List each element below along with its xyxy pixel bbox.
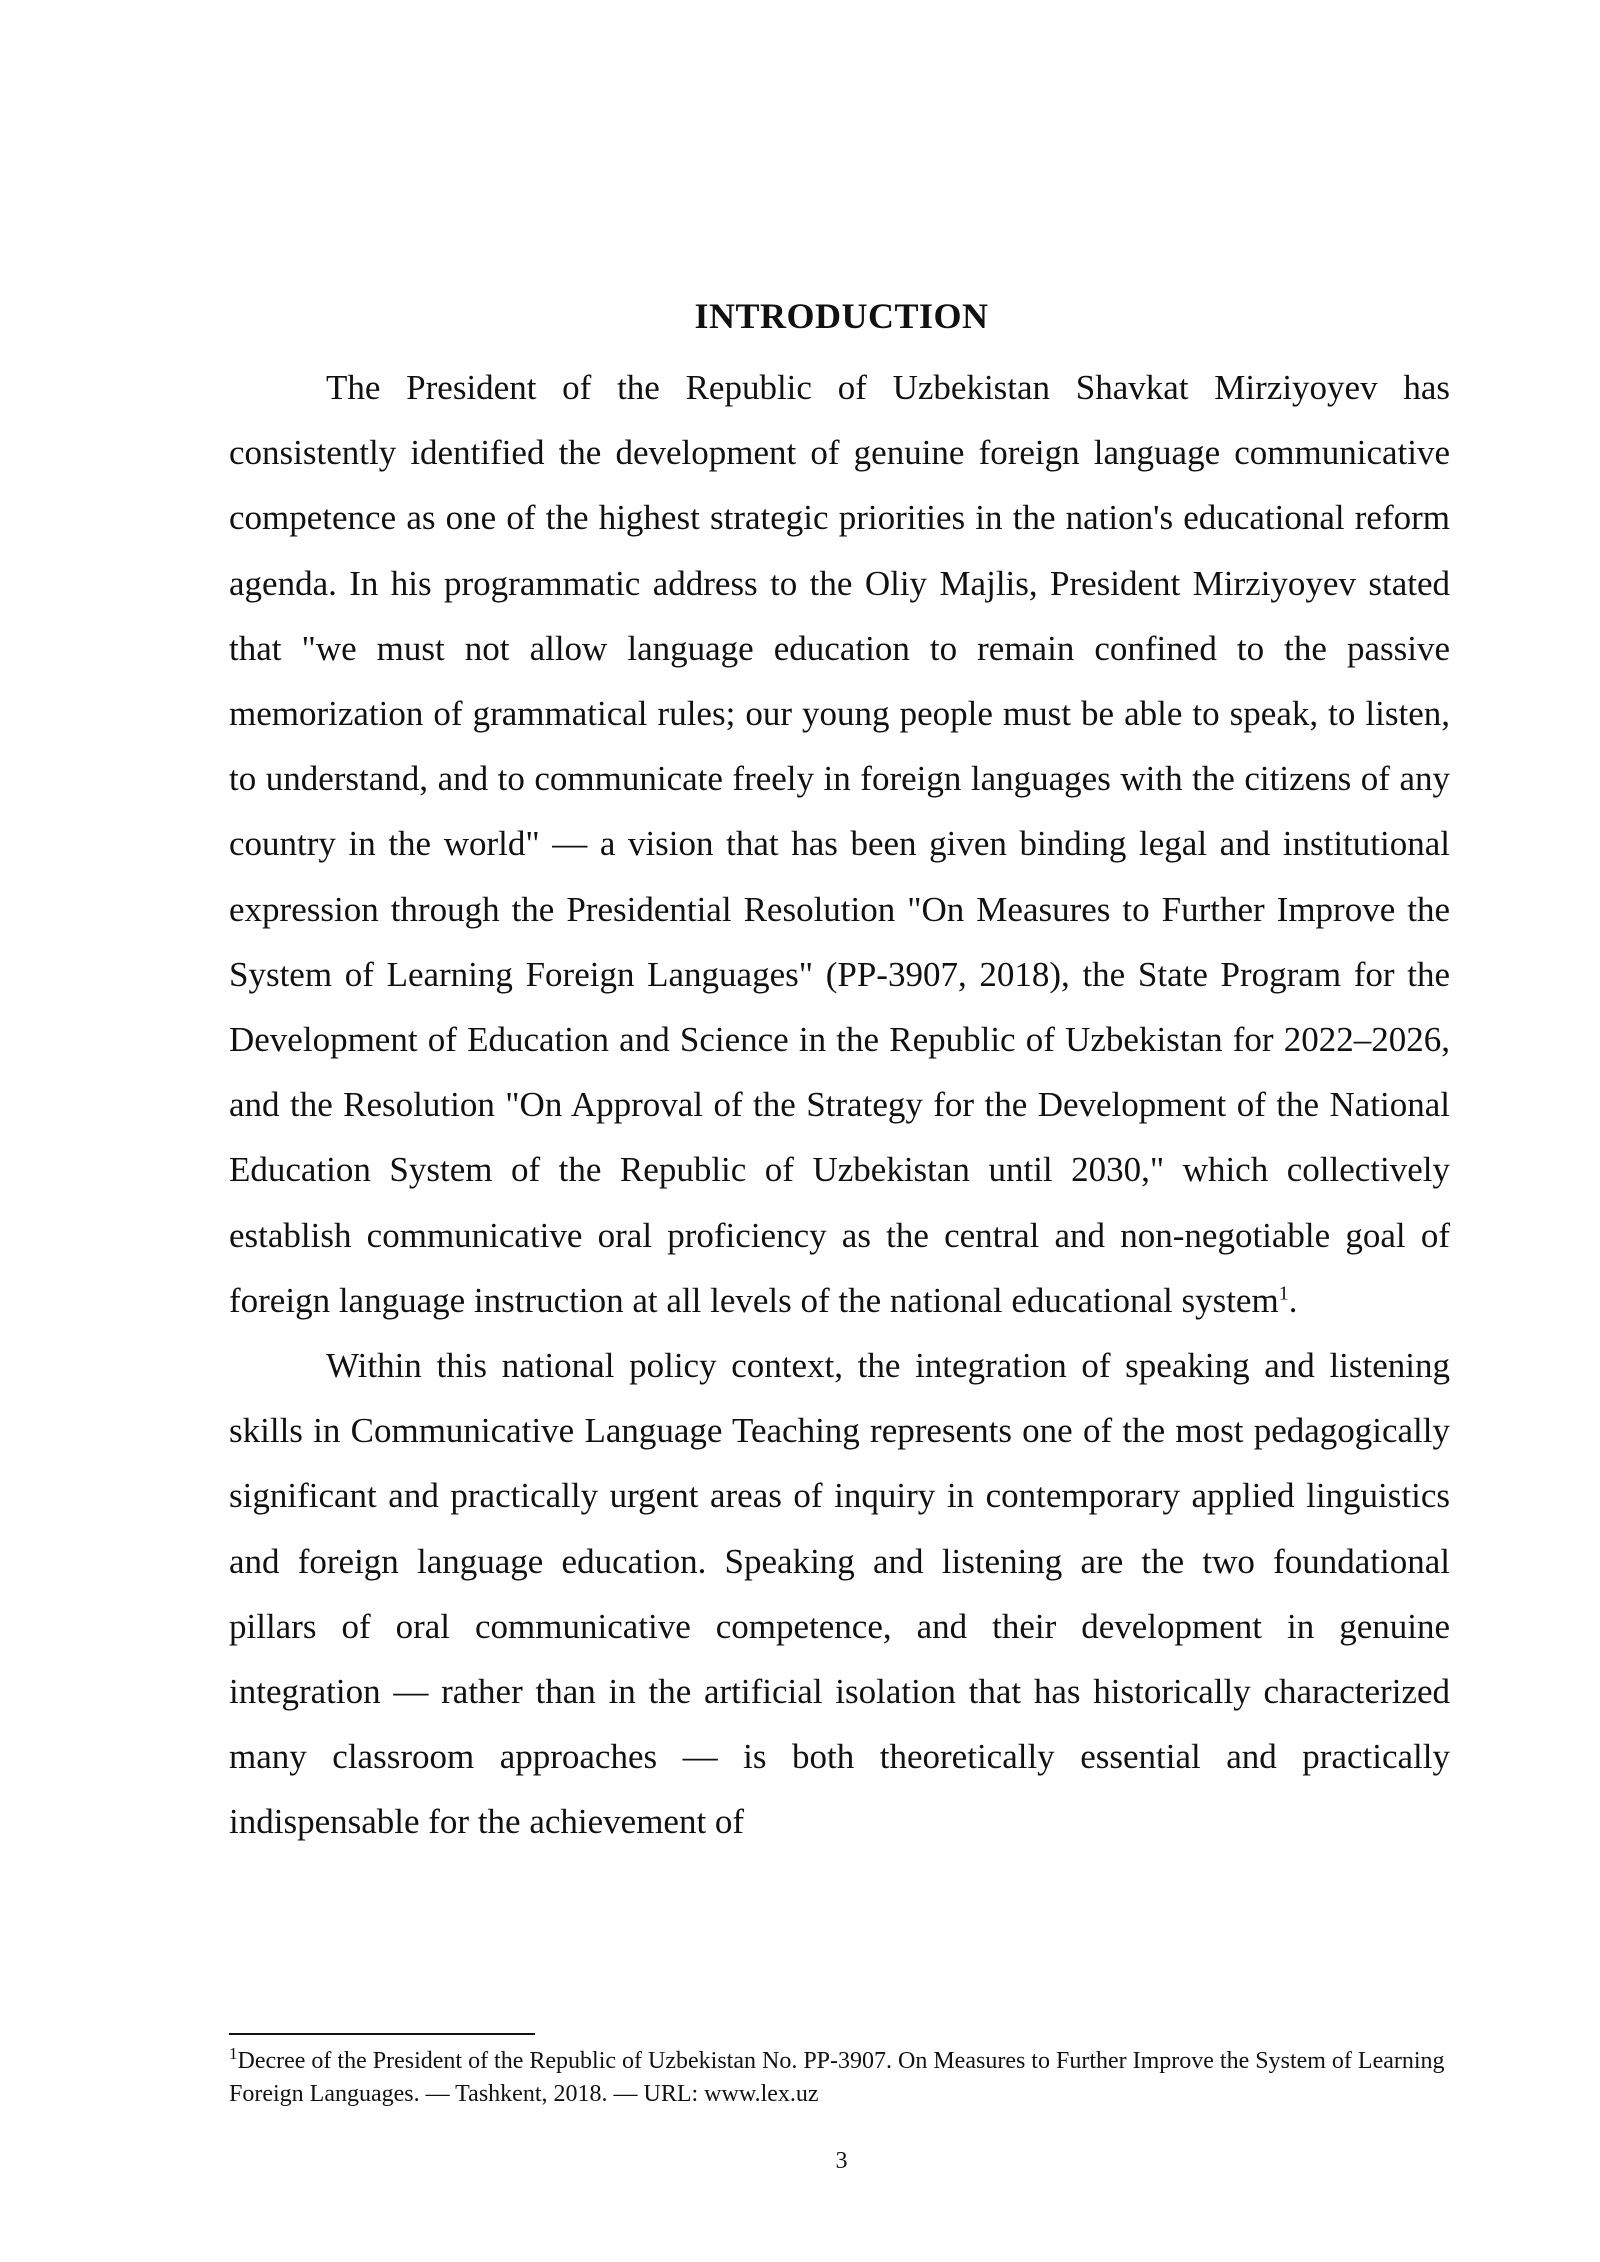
footnote-separator: [229, 2033, 535, 2035]
section-heading: INTRODUCTION: [694, 296, 989, 336]
footnote-text: Decree of the President of the Republic of Uzbekistan No. PP-3907. On Measures to Further Improve the System of Learning Foreign Languages. — Tashkent, 2018. — URL: www.lex.uz: [229, 2048, 1445, 2107]
page-number: 3: [835, 2148, 848, 2174]
footnote-marker: 1: [229, 2044, 238, 2063]
footnote: [229, 2045, 1450, 2111]
footnote-reference[interactable]: 1: [1278, 1282, 1289, 1305]
paragraph-1: [229, 355, 1450, 1333]
paragraph-1-text: The President of the Republic of Uzbekistan Shavkat Mirziyoyev has consistently identified the development of genuine foreign language communicative competence as one of the highest strategic priorities in the nation's educational reform agenda. In his programmatic address to the Oliy Majlis, President Mirziyoyev stated that "we must not allow language education to remain confined to the passive memorization of grammatical rules; our young people must be able to speak, to listen, to understand, and to communicate freely in foreign languages with the citizens of any country in the world" — a vision that has been given binding legal and institutional expression through the Presidential Resolution "On Measures to Further Improve the System of Learning Foreign Languages" (PP-3907, 2018), the State Program for the Development of Education and Science in the Republic of Uzbekistan for 2022–2026, and the Resolution "On Approval of the Strategy for the Development of the National Education System of the Republic of Uzbekistan until 2030," which collectively establish communicative oral proficiency as the central and non-negotiable goal of foreign language instruction at all levels of the national educational system: [229, 368, 1450, 1320]
paragraph-1-end: .: [1288, 1280, 1298, 1320]
paragraph-2: Within this national policy context, the integration of speaking and listening skills in Communicative Language Teaching represents one of the most pedagogically significant and practically urgent areas of inquiry in contemporary applied linguistics and foreign language education. Speaking and listening are the two foundational pillars of oral communicative competence, and their development in genuine integration — rather than in the artificial isolation that has historically characterized many classroom approaches — is both theoretically essential and practically indispensable for the achievement of: [229, 1346, 1450, 1842]
body-text: [229, 355, 1450, 1855]
